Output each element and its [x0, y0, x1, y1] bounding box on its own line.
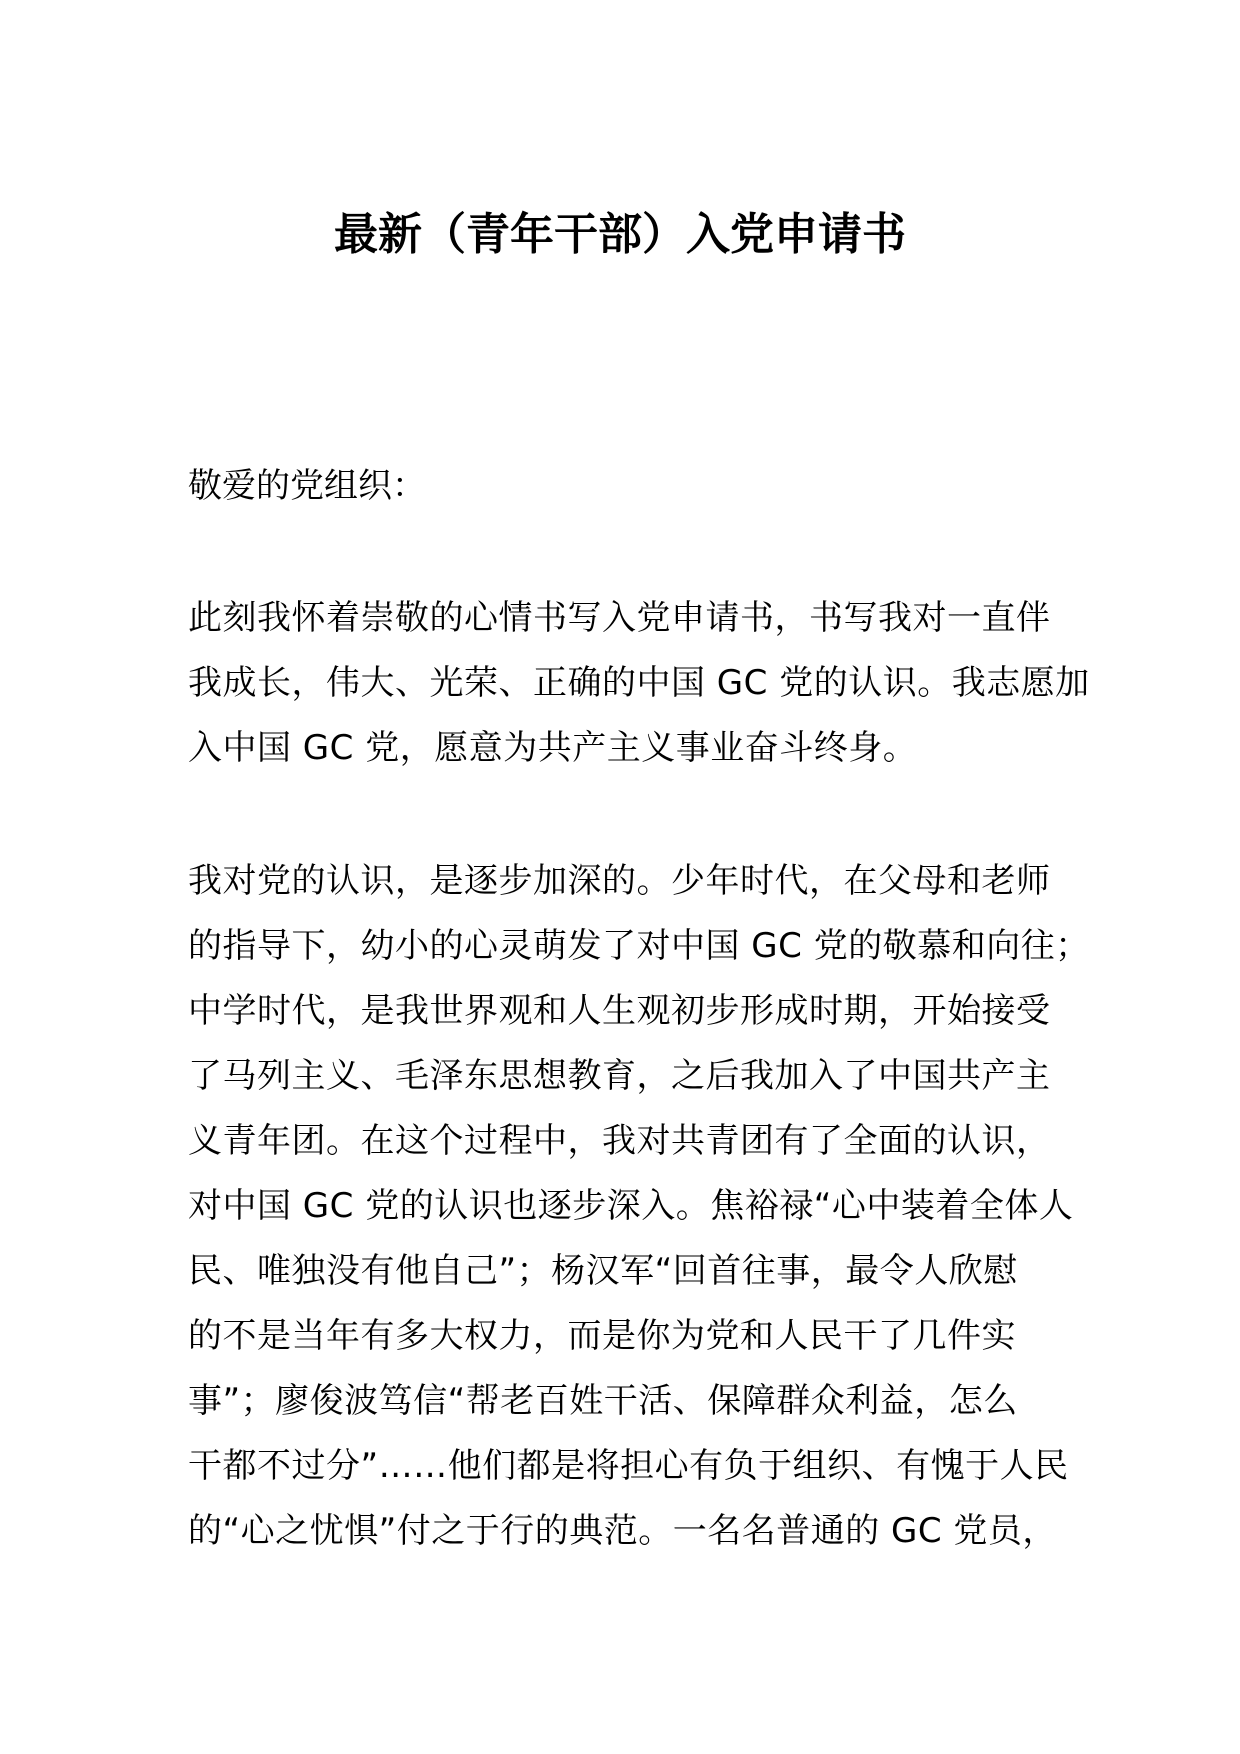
paragraph-2 [188, 849, 1090, 1564]
text-line: 义青年团。在这个过程中，我对共青团有了全面的认识， [188, 1121, 1051, 1161]
text-line: 的不是当年有多大权力，而是你为党和人民干了几件实 [188, 1316, 1016, 1356]
text-line: 我成长，伟大、光荣、正确的中国 GC 党的认识。我志愿加 [188, 663, 1090, 703]
salutation: 敬爱的党组织： [188, 466, 426, 506]
text-line: 事”；廖俊波笃信“帮老百姓干活、保障群众利益，怎么 [188, 1381, 1018, 1421]
text-line: 了马列主义、毛泽东思想教育，之后我加入了中国共产主 [188, 1056, 1051, 1096]
text-line: 民、唯独没有他自己”；杨汉军“回首往事，最令人欣慰 [188, 1251, 1018, 1291]
paragraph-1 [188, 586, 1090, 781]
document-title: 最新（青年干部）入党申请书 [334, 209, 906, 260]
text-line: 此刻我怀着崇敬的心情书写入党申请书，书写我对一直伴 [188, 598, 1051, 638]
document-body [188, 454, 1090, 1632]
text-line: 我对党的认识，是逐步加深的。少年时代，在父母和老师 [188, 861, 1051, 901]
text-line: 中学时代，是我世界观和人生观初步形成时期，开始接受 [188, 991, 1051, 1031]
text-line: 干都不过分”……他们都是将担心有负于组织、有愧于人民 [188, 1446, 1069, 1486]
text-line: 入中国 GC 党，愿意为共产主义事业奋斗终身。 [188, 728, 918, 768]
text-line: 的“心之忧惧”付之于行的典范。一名名普通的 GC 党员， [188, 1511, 1057, 1551]
text-line: 的指导下，幼小的心灵萌发了对中国 GC 党的敬慕和向往； [188, 926, 1090, 966]
text-line: 对中国 GC 党的认识也逐步深入。焦裕禄“心中装着全体人 [188, 1186, 1074, 1226]
